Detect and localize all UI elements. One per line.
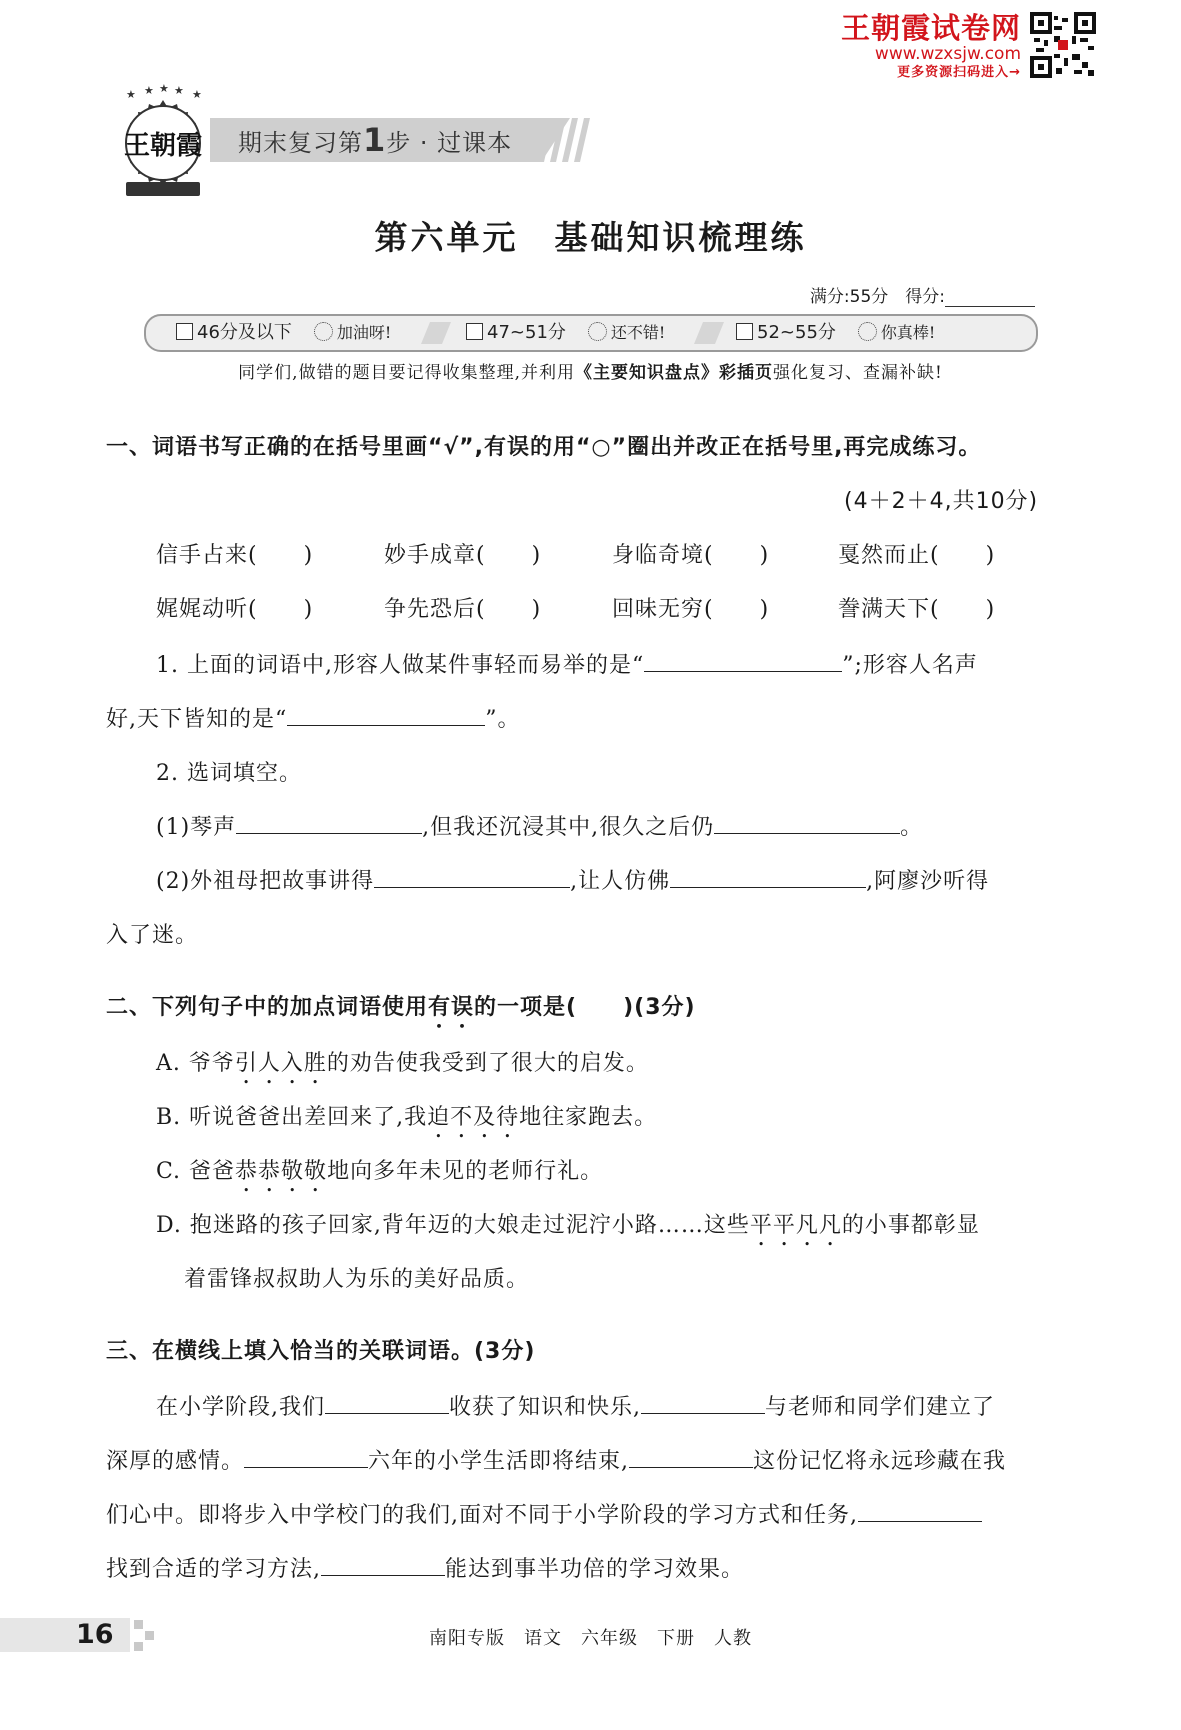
smile-icon	[858, 322, 877, 341]
answer-blank[interactable]	[670, 865, 866, 888]
svg-text:王朝霞: 王朝霞	[123, 131, 203, 161]
smile-icon	[588, 322, 607, 341]
q3-line1: 在小学阶段,我们 收获了知识和快乐, 与老师和同学们建立了	[156, 1390, 995, 1421]
score-blank[interactable]	[945, 288, 1035, 307]
answer-blank[interactable]	[374, 865, 570, 888]
q1-sub2-1: (1)琴声 ,但我还沉浸其中,很久之后仍 。	[156, 810, 923, 841]
answer-blank[interactable]	[858, 1499, 982, 1522]
rating-bar	[144, 314, 1038, 352]
footer-edition-info: 南阳专版 语文 六年级 下册 人教	[429, 1628, 752, 1649]
word-item[interactable]: 戛然而止( )	[838, 543, 996, 568]
answer-blank[interactable]	[629, 1445, 753, 1468]
wangzhaoxia-badge-logo	[104, 84, 222, 202]
study-note: 同学们,做错的题目要记得收集整理,并利用《主要知识盘点》彩插页强化复习、查漏补缺!	[238, 363, 943, 383]
answer-blank[interactable]	[641, 1391, 765, 1414]
q1-heading: 一、词语书写正确的在括号里画“√”,有误的用“○”圈出并改正在括号里,再完成练习。	[106, 435, 982, 460]
word-item[interactable]: 身临奇境( )	[612, 543, 770, 568]
option-b[interactable]: B. 听说爸爸出差回来了,我迫不及待地往家跑去。	[156, 1105, 658, 1130]
word-item[interactable]: 回味无穷( )	[612, 597, 770, 622]
divider	[421, 322, 451, 344]
qr-code-icon[interactable]	[1030, 12, 1096, 78]
answer-blank[interactable]	[244, 1445, 368, 1468]
word-item[interactable]: 妙手成章( )	[384, 543, 542, 568]
divider	[694, 322, 724, 344]
answer-blank[interactable]	[325, 1391, 449, 1414]
brand-url[interactable]: www.wzxsjw.com	[874, 44, 1021, 64]
score-info: 满分:55分 得分:	[810, 282, 1035, 307]
brand-block	[841, 12, 1021, 82]
page-title: 第六单元 基础知识梳理练	[374, 218, 807, 257]
answer-blank[interactable]	[236, 811, 422, 834]
word-item[interactable]: 争先恐后( )	[384, 597, 542, 622]
svg-text:★: ★	[144, 84, 154, 97]
word-item[interactable]: 娓娓动听( )	[156, 597, 314, 622]
answer-blank[interactable]	[714, 811, 900, 834]
word-item[interactable]: 信手占来( )	[156, 543, 314, 568]
rating-level-1[interactable]: 46分及以下 加油呀!	[176, 316, 391, 350]
q1-sub1-line1: 1. 上面的词语中,形容人做某件事轻而易举的是“ ”;形容人名声	[156, 648, 978, 679]
step-banner-text: 期末复习第1步 · 过课本	[238, 121, 513, 159]
rating-level-3[interactable]: 52~55分 你真棒!	[736, 316, 935, 350]
q3-line4: 找到合适的学习方法, 能达到事半功倍的学习效果。	[106, 1552, 744, 1583]
svg-text:★: ★	[159, 84, 169, 95]
q1-sub2: 2. 选词填空。	[156, 761, 302, 786]
brand-more: 更多资源扫码进入→	[897, 65, 1021, 80]
q3-heading: 三、在横线上填入恰当的关联词语。(3分)	[106, 1339, 536, 1364]
svg-text:★: ★	[174, 84, 184, 97]
q1-sub1-line2: 好,天下皆知的是“ ”。	[106, 702, 521, 733]
option-a[interactable]: A. 爷爷引人入胜的劝告使我受到了很大的启发。	[156, 1051, 649, 1076]
word-item[interactable]: 誊满天下( )	[838, 597, 996, 622]
rating-level-2[interactable]: 47~51分 还不错!	[466, 316, 665, 350]
q1-points: (4＋2＋4,共10分)	[844, 489, 1039, 514]
answer-blank[interactable]	[321, 1553, 445, 1576]
brand-name: 王朝霞试卷网	[840, 11, 1021, 45]
option-c[interactable]: C. 爸爸恭恭敬敬地向多年未见的老师行礼。	[156, 1159, 604, 1184]
smile-icon	[314, 322, 333, 341]
option-d[interactable]: D. 抱迷路的孩子回家,背年迈的大娘走过泥泞小路……这些平平凡凡的小事都彰显	[156, 1213, 980, 1238]
q2-heading: 二、下列句子中的加点词语使用有误的一项是( )(3分)	[106, 995, 696, 1020]
q3-line3: 们心中。即将步入中学校门的我们,面对不同于小学阶段的学习方式和任务,	[106, 1498, 982, 1529]
checkbox-icon[interactable]	[736, 323, 753, 340]
svg-text:★: ★	[192, 88, 202, 101]
answer-blank[interactable]	[644, 649, 842, 672]
page-number: 16	[76, 1619, 114, 1650]
q1-sub2-2: (2)外祖母把故事讲得 ,让人仿佛 ,阿廖沙听得	[156, 864, 989, 895]
checkbox-icon[interactable]	[176, 323, 193, 340]
option-d-cont: 着雷锋叔叔助人为乐的美好品质。	[184, 1267, 530, 1292]
svg-text:★: ★	[126, 88, 136, 101]
banner-stripes	[540, 118, 600, 162]
q1-sub2-2-cont: 入了迷。	[106, 923, 199, 948]
answer-blank[interactable]	[287, 703, 485, 726]
checkbox-icon[interactable]	[466, 323, 483, 340]
q3-line2: 深厚的感情。 六年的小学生活即将结束, 这份记忆将永远珍藏在我	[106, 1444, 1006, 1475]
